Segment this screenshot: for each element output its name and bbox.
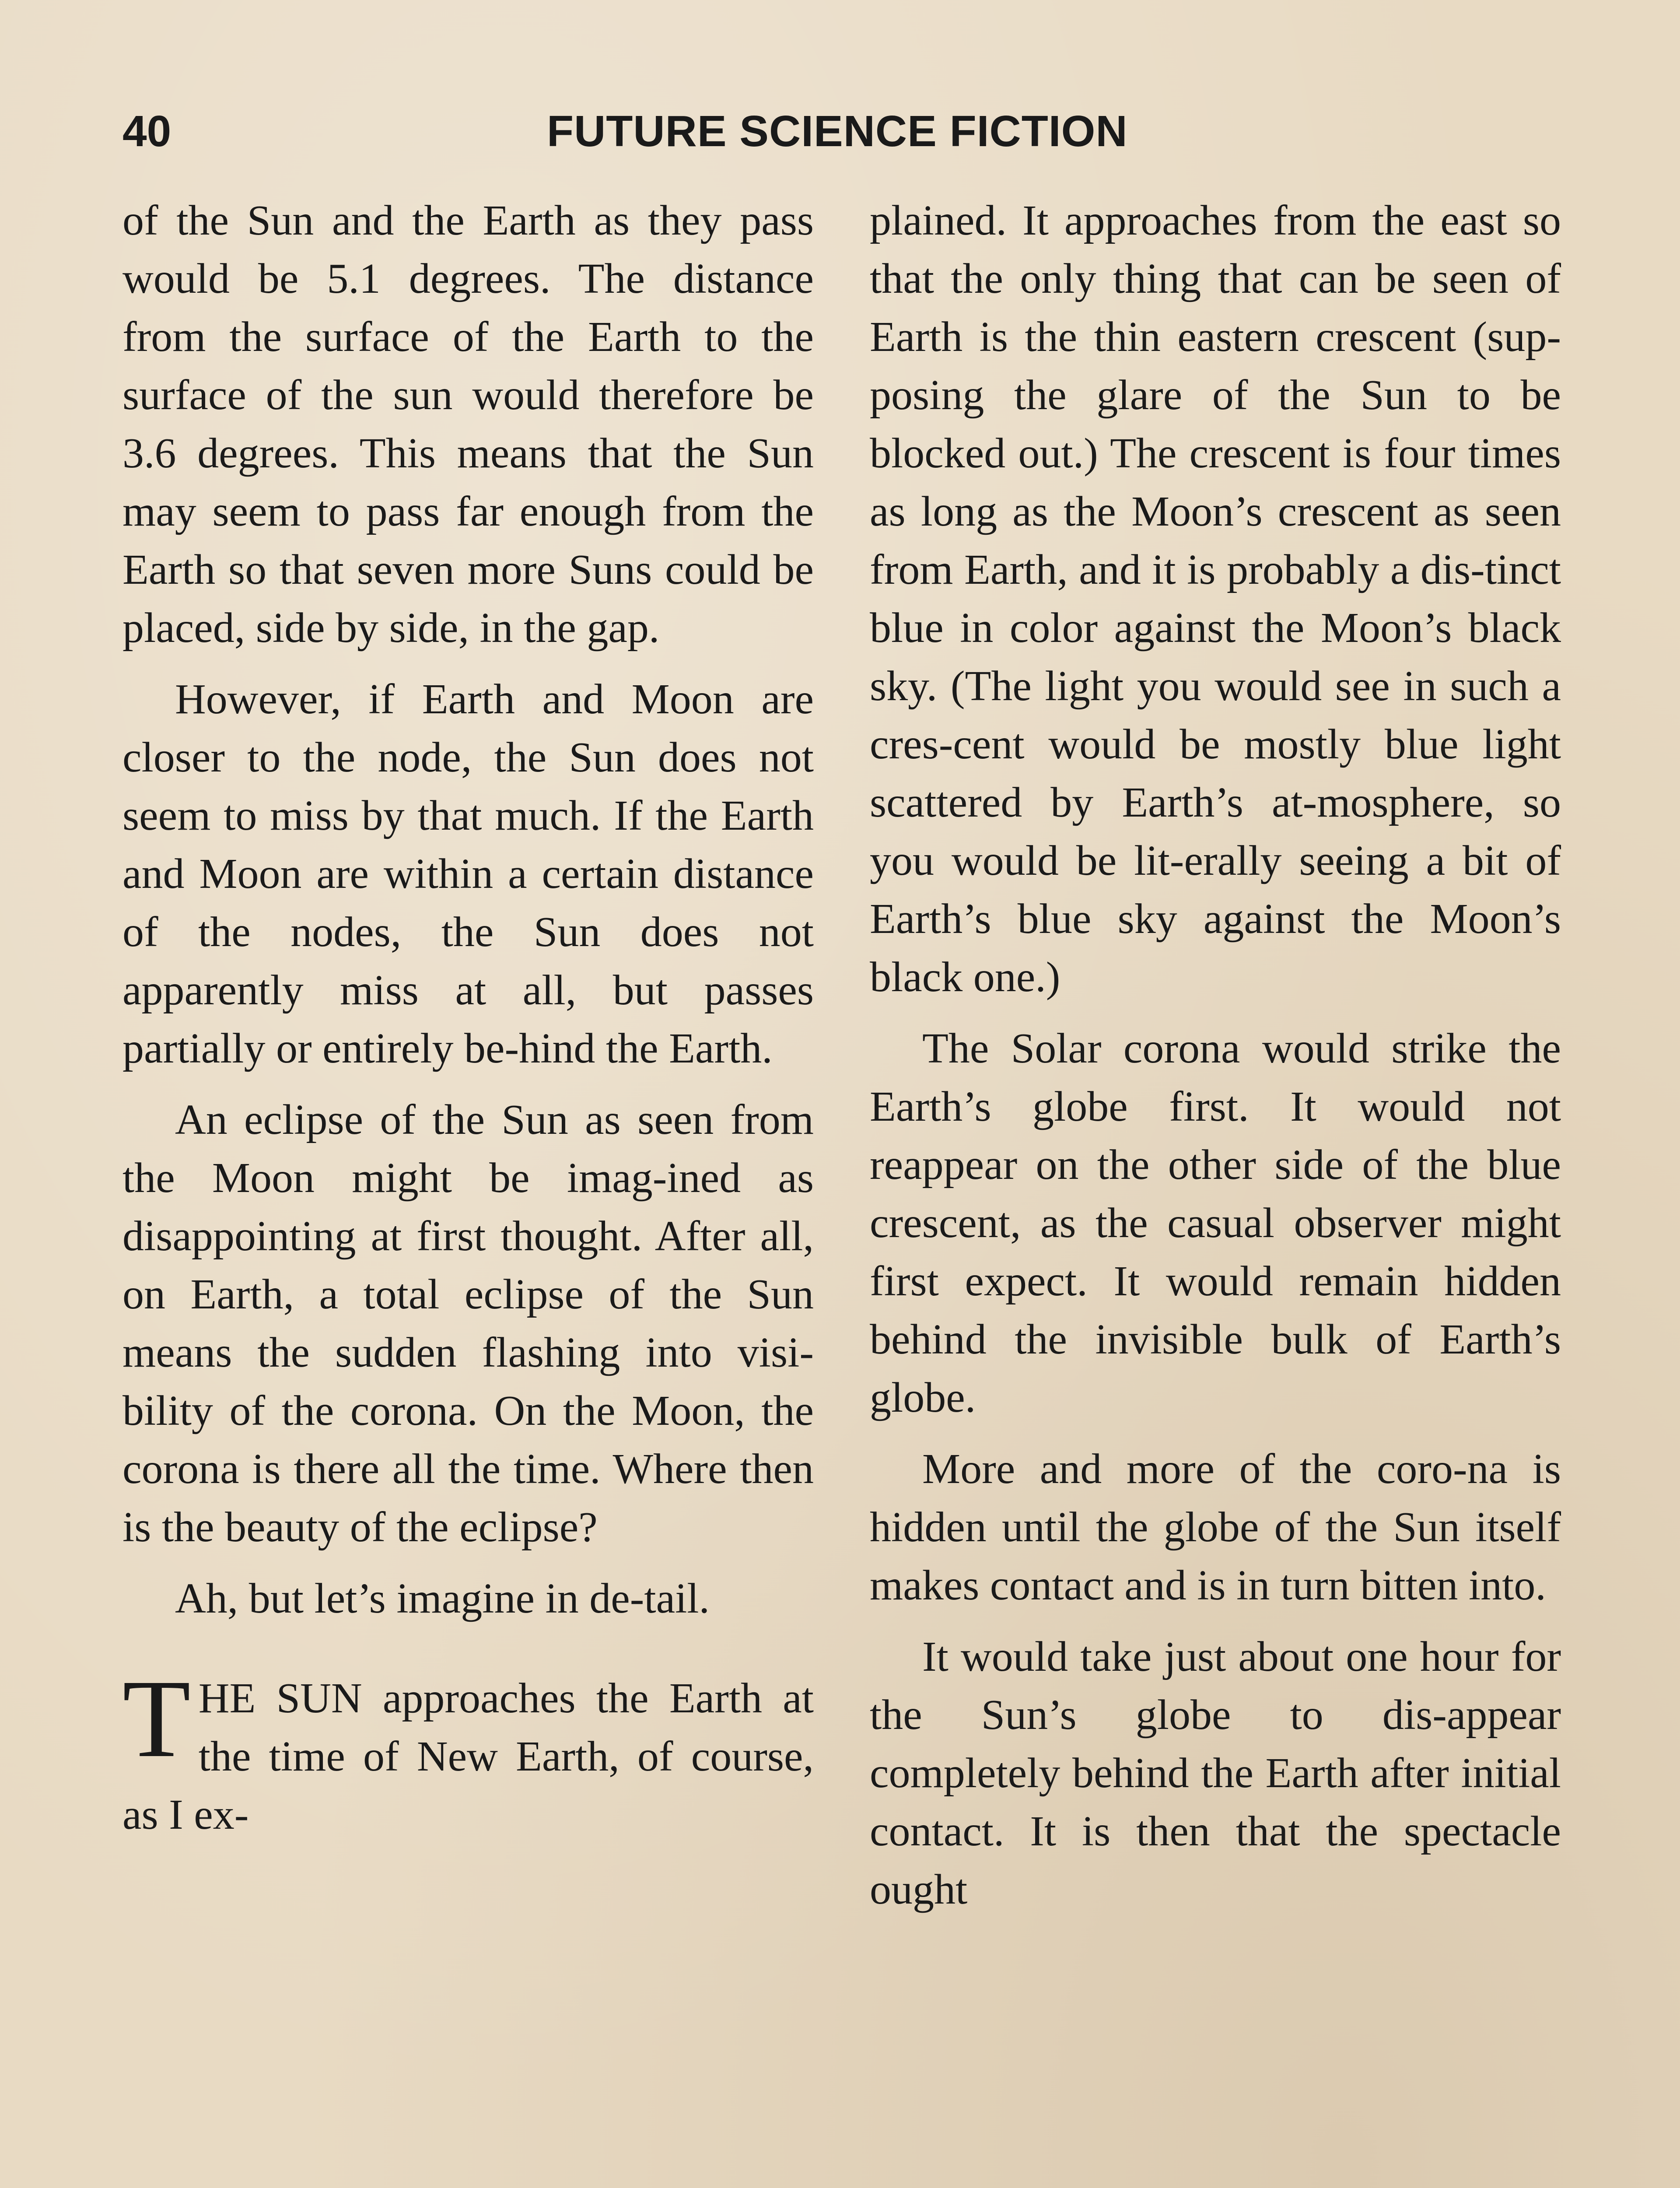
running-title: FUTURE SCIENCE FICTION [547, 107, 1128, 156]
page-number: 40 [122, 107, 172, 156]
paragraph-text: HE SUN approaches the Earth at the time of New Earth, of course, as I ex- [122, 1675, 814, 1838]
right-column [870, 192, 1561, 1932]
left-column [122, 192, 814, 1857]
paragraph: It would take just about one hour for the Sun’s globe to dis-appear completely behind the Earth after initial contact. It is then that the spectacle ought [870, 1633, 1561, 1913]
paragraph: of the Sun and the Earth as they pass would be 5.1 degrees. The distance from the surface of the Earth to the surface of the sun would therefore be 3.6 degrees. This means that the Sun may seem to pass far enough from the Earth so that seven more Suns could be placed, side by side, in the gap. [122, 197, 814, 652]
page-header [122, 98, 1558, 164]
paragraph: plained. It approaches from the east so that the only thing that can be seen of Earth is the thin eastern crescent (sup-posing the glare of the Sun to be blocked out.) The crescent is four times as long as the Moon’s crescent as seen from Earth, and it is probably a dis-tinct blue in color against the Moon’s black sky. (The light you would see in such a cres-cent would be mostly blue light scattered by Earth’s at-mosphere, so you would be lit-erally seeing a bit of Earth’s blue sky against the Moon’s black one.) [870, 197, 1561, 1001]
drop-cap: T [122, 1657, 191, 1781]
paragraph: However, if Earth and Moon are closer to the node, the Sun does not seem to miss by that much. If the Earth and Moon are within a certain distance of the nodes, the Sun does not apparently miss at all, but passes partially or entirely be-hind the Earth. [122, 676, 814, 1072]
paragraph: Ah, but let’s imagine in de-tail. [175, 1575, 710, 1622]
paragraph: More and more of the coro-na is hidden until the globe of the Sun itself makes contact and is in turn bitten into. [870, 1445, 1561, 1609]
paragraph-with-drop-cap [122, 1657, 814, 1844]
paragraph: The Solar corona would strike the Earth’s globe first. It would not reappear on the other side of the blue crescent, as the casual observer might first expect. It would remain hidden behind the invisible bulk of Earth’s globe. [870, 1025, 1561, 1421]
paragraph: An eclipse of the Sun as seen from the Moon might be imag-ined as disappointing at first thought. After all, on Earth, a total eclipse of the Sun means the sudden flashing into visi-bility of the corona. On the Moon, the corona is there all the time. Where then is the beauty of the eclipse? [122, 1096, 814, 1551]
